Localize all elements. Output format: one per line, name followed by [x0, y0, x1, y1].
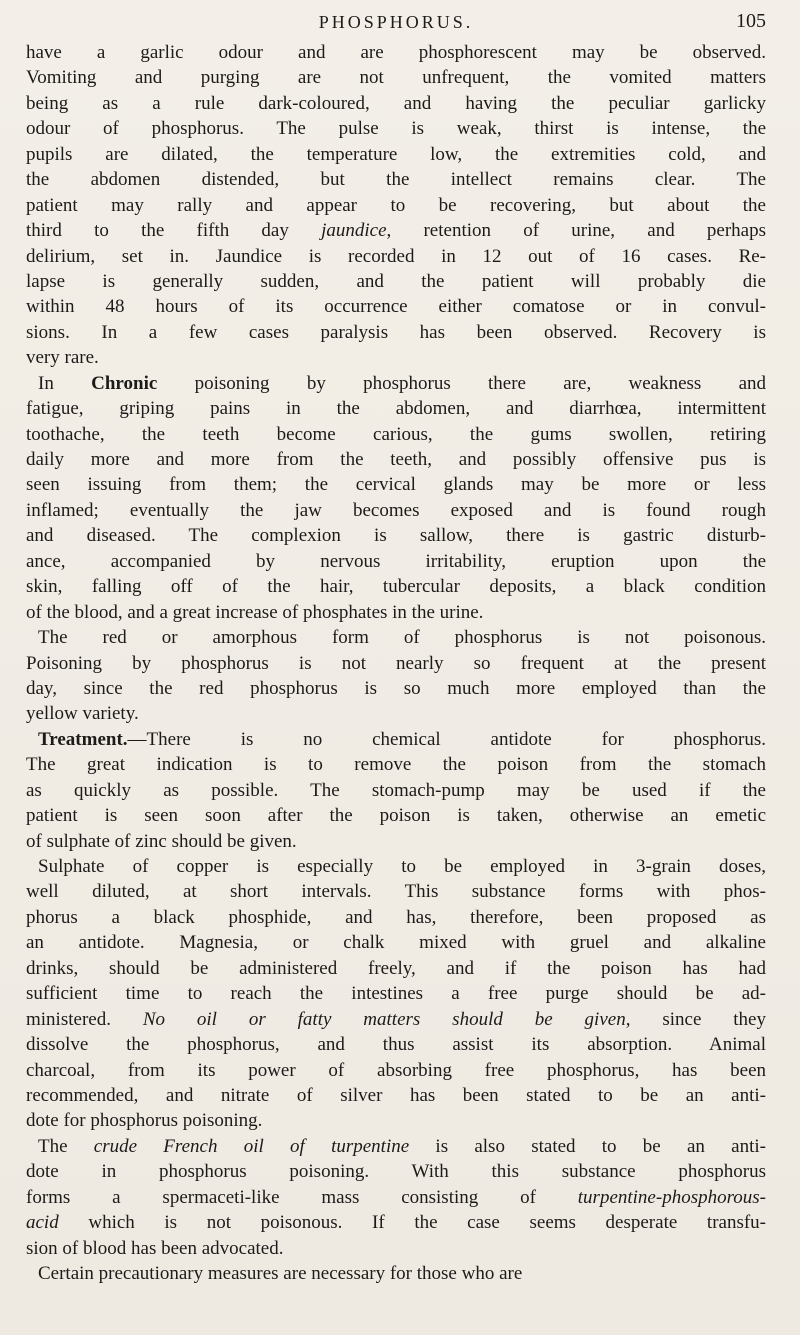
- text-run: , retention of urine, and perhaps: [386, 220, 766, 242]
- bold-term: Chronic: [91, 372, 158, 394]
- text-run: which is not poisonous. If the case seems desperate transfu-: [58, 1212, 766, 1234]
- text-line: skin, falling off of the hair, tubercular deposits, a black condition: [26, 576, 766, 598]
- text-line: [26, 1185, 766, 1210]
- text-line: sion of blood has been advocated.: [26, 1237, 284, 1259]
- text-line: fatigue, griping pains in the abdomen, and diarrhœa, intermittent: [26, 398, 766, 420]
- text-line: dote in phosphorus poisoning. With this substance phosphorus: [26, 1161, 766, 1183]
- text-line: odour of phosphorus. The pulse is weak, thirst is intense, the: [26, 118, 766, 140]
- italic-term: acid: [26, 1212, 59, 1234]
- text-run: , since they: [625, 1008, 766, 1030]
- text-line: phorus a black phosphide, and has, therefore, been proposed as: [26, 906, 766, 928]
- italic-term: crude French oil of turpentine: [93, 1135, 410, 1157]
- text-line: Certain precautionary measures are necessary for those who are: [38, 1263, 523, 1284]
- text-line: The red or amorphous form of phosphorus is not poisonous.: [38, 627, 766, 649]
- text-line: sions. In a few cases paralysis has been observed. Recovery is: [26, 321, 766, 343]
- text-line: daily more and more from the teeth, and possibly offensive pus is: [26, 449, 766, 470]
- body-text: [26, 40, 766, 1286]
- text-line: The great indication is to remove the poison from the stomach: [26, 754, 766, 776]
- text-line: Vomiting and purging are not unfrequent, the vomited matters: [26, 67, 766, 89]
- text-line: the abdomen distended, but the intellect remains clear. The: [26, 169, 766, 191]
- text-line: [26, 1134, 766, 1159]
- text-run: In: [38, 372, 92, 394]
- text-line: inflamed; eventually the jaw becomes exposed and is found rough: [26, 499, 766, 521]
- text-line: day, since the red phosphorus is so much more employed than the: [26, 677, 766, 699]
- text-line: have a garlic odour and are phosphorescent may be observed.: [26, 42, 766, 63]
- section-heading: Treatment.: [38, 728, 128, 750]
- text-line: recommended, and nitrate of silver has been stated to be an anti-: [26, 1084, 766, 1106]
- text-line: ance, accompanied by nervous irritability, eruption upon the: [26, 550, 766, 572]
- page-number: 105: [736, 10, 766, 32]
- text-run: third to the fifth day: [26, 220, 322, 242]
- text-line: very rare.: [26, 347, 99, 369]
- text-line: yellow variety.: [26, 703, 139, 725]
- text-line: Poisoning by phosphorus is not nearly so frequent at the present: [26, 652, 766, 674]
- text-line: an antidote. Magnesia, or chalk mixed with gruel and alkaline: [26, 932, 766, 954]
- text-run: forms a spermaceti-like mass consisting of: [26, 1186, 578, 1208]
- running-head: [26, 0, 766, 40]
- text-run: The: [38, 1135, 94, 1157]
- text-line: lapse is generally sudden, and the patient will probably die: [26, 270, 766, 292]
- text-line: [26, 1007, 766, 1032]
- italic-term: No oil or fatty matters should be given: [142, 1008, 626, 1030]
- text-line: delirium, set in. Jaundice is recorded in 12 out of 16 cases. Re-: [26, 245, 766, 267]
- text-line: toothache, the teeth become carious, the gums swollen, retiring: [26, 423, 766, 445]
- text-line: charcoal, from its power of absorbing free phosphorus, has been: [26, 1059, 766, 1081]
- text-line: of sulphate of zinc should be given.: [26, 830, 297, 852]
- text-line: patient is seen soon after the poison is taken, otherwise an emetic: [26, 805, 766, 827]
- text-line: [26, 727, 766, 752]
- text-line: Sulphate of copper is especially to be employed in 3-grain doses,: [38, 856, 766, 877]
- text-line: seen issuing from them; the cervical glands may be more or less: [26, 474, 766, 496]
- text-run: ministered.: [26, 1008, 143, 1030]
- text-line: of the blood, and a great increase of phosphates in the urine.: [26, 601, 484, 623]
- text-line: within 48 hours of its occurrence either comatose or in convul-: [26, 296, 766, 318]
- text-run: —There is no chemical antidote for phosphorus.: [127, 728, 766, 750]
- italic-term: turpentine-phosphorous-: [577, 1186, 766, 1208]
- text-line: pupils are dilated, the temperature low, the extremities cold, and: [26, 143, 766, 165]
- text-line: dote for phosphorus poisoning.: [26, 1110, 263, 1132]
- italic-term: jaundice: [321, 220, 387, 242]
- text-line: drinks, should be administered freely, and if the poison has had: [26, 957, 766, 979]
- text-line: [26, 1210, 766, 1235]
- text-line: being as a rule dark-coloured, and having the peculiar garlicky: [26, 92, 766, 114]
- text-line: and diseased. The complexion is sallow, there is gastric disturb-: [26, 525, 766, 547]
- text-run: is also stated to be an anti-: [409, 1135, 766, 1157]
- text-line: dissolve the phosphorus, and thus assist its absorption. Animal: [26, 1034, 766, 1056]
- text-line: well diluted, at short intervals. This substance forms with phos-: [26, 881, 766, 903]
- text-line: as quickly as possible. The stomach-pump may be used if the: [26, 779, 766, 801]
- running-title: PHOSPHORUS.: [318, 12, 474, 32]
- text-line: [26, 371, 766, 396]
- text-run: poisoning by phosphorus there are, weakness and: [157, 372, 767, 394]
- text-line: sufficient time to reach the intestines a free purge should be ad-: [26, 983, 766, 1005]
- text-line: [26, 218, 766, 243]
- text-line: patient may rally and appear to be recovering, but about the: [26, 194, 766, 216]
